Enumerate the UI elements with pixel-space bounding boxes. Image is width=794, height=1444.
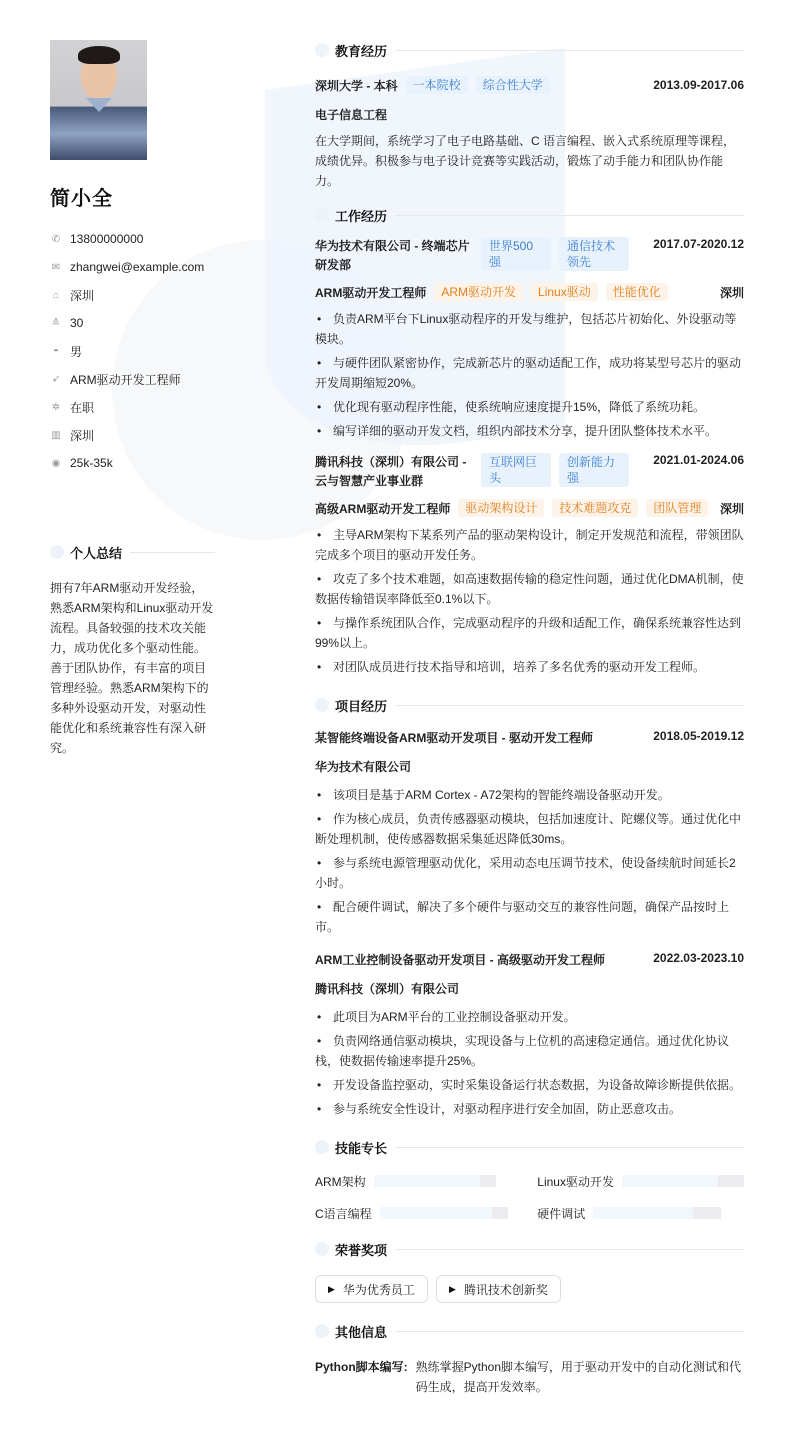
bullet-item: • 负责网络通信驱动模块，实现设备与上位机的高速稳定通信。通过优化协议栈，使数据传输速率提升25%。 (315, 1031, 744, 1071)
candidate-name: 简小全 (50, 188, 113, 210)
contact-info-row (50, 421, 220, 449)
bullet-item: • 开发设备监控驱动，实时采集设备运行状态数据，为设备故障诊断提供依据。 (315, 1075, 744, 1095)
company-tag: 通信技术领先 (559, 237, 629, 271)
summary-section (50, 542, 215, 758)
section-title: 技能专长 (335, 1140, 388, 1156)
skill-level-fill (593, 1207, 693, 1219)
skill-tag: 技术难题攻克 (552, 499, 638, 517)
award-label: 腾讯技术创新奖 (463, 1282, 548, 1297)
contact-info-value: 男 (70, 344, 83, 359)
work-date: 2017.07-2020.12 (653, 237, 744, 251)
contact-info-row (50, 337, 220, 365)
status-icon: ✲ (51, 401, 61, 413)
education-description: 在大学期间，系统学习了电子电路基础、C 语言编程、嵌入式系统原理等课程，成绩优异。积极参与电子设计竞赛等实践活动，锻炼了动手能力和团队协作能力。 (315, 134, 736, 188)
contact-info-row (50, 449, 220, 477)
project-company: 华为技术有限公司 (315, 760, 412, 774)
contact-info-value: 在职 (70, 400, 95, 415)
divider (395, 1147, 744, 1148)
education-date: 2013.09-2017.06 (653, 78, 744, 92)
section-dot-icon (315, 208, 329, 222)
section-dot-icon (315, 1324, 329, 1338)
skill-item (315, 1203, 509, 1223)
other-info-row (315, 1357, 744, 1397)
sidebar-profile (50, 40, 220, 755)
bullet-item: • 负责ARM平台下Linux驱动程序的开发与维护，包括芯片初始化、外设驱动等模块。 (315, 309, 744, 349)
contact-info-list (50, 225, 220, 477)
company-tag: 创新能力强 (559, 453, 629, 487)
contact-info-row (50, 225, 220, 253)
contact-info-value: 深圳 (70, 428, 95, 443)
bullet-item: • 主导ARM架构下某系列产品的驱动架构设计，制定开发规范和流程，带领团队完成多个项目的驱动开发任务。 (315, 525, 744, 565)
skill-level-fill (622, 1175, 718, 1187)
section-header (315, 1239, 744, 1259)
skill-level-bar (622, 1175, 744, 1187)
contact-info-row (50, 393, 220, 421)
main-content (315, 40, 744, 1409)
building-icon: ▥ (51, 429, 61, 441)
project-name: 某智能终端设备ARM驱动开发项目 - 驱动开发工程师 (315, 731, 593, 745)
skill-level-bar (380, 1207, 508, 1219)
skill-level-bar (374, 1175, 496, 1187)
project-bullets (315, 1007, 744, 1119)
skill-name: Linux驱动开发 (537, 1174, 614, 1189)
phone-icon: ✆ (51, 233, 61, 245)
divider (395, 215, 744, 216)
bullet-item: • 此项目为ARM平台的工业控制设备驱动开发。 (315, 1007, 744, 1027)
awards-section (315, 1239, 744, 1303)
work-entry (315, 237, 744, 441)
skill-name: C语言编程 (315, 1206, 372, 1221)
skill-name: ARM架构 (315, 1174, 366, 1189)
work-entry (315, 453, 744, 677)
section-title: 教育经历 (335, 43, 388, 59)
section-header (315, 695, 744, 715)
award-chip[interactable] (436, 1275, 561, 1303)
cake-icon: ≙ (51, 317, 61, 329)
skill-name: 硬件调试 (537, 1206, 586, 1221)
section-title: 项目经历 (335, 698, 388, 714)
company-tag: 互联网巨头 (481, 453, 551, 487)
bullet-item: • 该项目是基于ARM Cortex - A72架构的智能终端设备驱动开发。 (315, 785, 744, 805)
bullet-item: • 参与系统安全性设计，对驱动程序进行安全加固，防止恶意攻击。 (315, 1099, 744, 1119)
gender-icon: ◓ (52, 345, 60, 357)
project-company: 腾讯科技（深圳）有限公司 (315, 982, 460, 996)
section-header (50, 542, 215, 562)
contact-info-row (50, 281, 220, 309)
divider (130, 552, 215, 553)
bullet-item: • 与操作系统团队合作，完成驱动程序的升级和适配工作，确保系统兼容性达到99%以上。 (315, 613, 744, 653)
work-section (315, 205, 744, 677)
skill-item (537, 1171, 744, 1191)
skill-level-bar (593, 1207, 721, 1219)
divider (395, 1331, 744, 1332)
skill-tag: 性能优化 (606, 283, 668, 301)
divider (395, 1249, 744, 1250)
company-name: 腾讯科技（深圳）有限公司 - 云与智慧产业事业群 (315, 455, 467, 488)
job-role: 高级ARM驱动开发工程师 (315, 501, 451, 516)
bullet-item: • 参与系统电源管理驱动优化，采用动态电压调节技术，使设备续航时间延长2小时。 (315, 853, 744, 893)
school-name: 深圳大学 - 本科 (315, 78, 398, 93)
major: 电子信息工程 (315, 108, 388, 122)
section-header (315, 205, 744, 225)
section-dot-icon (315, 1140, 329, 1154)
bullet-item: • 作为核心成员，负责传感器驱动模块，包括加速度计、陀螺仪等。通过优化中断处理机制，使传感器数据采集延迟降低30ms。 (315, 809, 744, 849)
project-entry (315, 951, 744, 1119)
section-dot-icon (50, 545, 64, 559)
contact-info-value: zhangwei@example.com (70, 260, 205, 274)
work-bullets (315, 525, 744, 677)
work-city: 深圳 (719, 501, 744, 516)
contact-info-row (50, 365, 220, 393)
job-role: ARM驱动开发工程师 (315, 285, 427, 300)
project-date: 2022.03-2023.10 (653, 951, 744, 965)
work-city: 深圳 (719, 285, 744, 300)
skill-level-fill (380, 1207, 492, 1219)
skills-section (315, 1137, 744, 1223)
other-section (315, 1321, 744, 1397)
home-icon: ⌂ (52, 289, 60, 301)
contact-info-row (50, 309, 220, 337)
play-triangle-icon: ▶ (328, 1283, 335, 1294)
bullet-item: • 攻克了多个技术难题，如高速数据传输的稳定性问题，通过优化DMA机制，使数据传输错误率降低至0.1%以下。 (315, 569, 744, 609)
skill-tag: ARM驱动开发 (434, 283, 523, 301)
section-title: 荣誉奖项 (335, 1242, 388, 1258)
mail-icon: ✉ (51, 261, 61, 273)
project-date: 2018.05-2019.12 (653, 729, 744, 743)
play-triangle-icon: ▶ (448, 1283, 456, 1294)
contact-info-value: 25k-35k (70, 456, 113, 470)
contact-info-value: 13800000000 (70, 232, 144, 246)
projects-section (315, 695, 744, 1119)
work-bullets (315, 309, 744, 441)
divider (395, 705, 744, 706)
bullet-item: • 配合硬件调试，解决了多个硬件与驱动交互的兼容性问题，确保产品按时上市。 (315, 897, 744, 937)
send-icon: ➶ (51, 373, 61, 385)
salary-icon: ◉ (51, 457, 61, 469)
company-tag: 世界500强 (481, 237, 551, 271)
other-info-key: Python脚本编写: (315, 1360, 408, 1374)
section-title: 其他信息 (335, 1324, 388, 1340)
bullet-item: • 对团队成员进行技术指导和培训，培养了多名优秀的驱动开发工程师。 (315, 657, 744, 677)
section-header (315, 1321, 744, 1341)
education-section (315, 40, 744, 191)
skill-tag: 驱动架构设计 (458, 499, 544, 517)
section-title: 工作经历 (335, 208, 388, 224)
contact-info-value: 深圳 (70, 288, 95, 303)
section-dot-icon (315, 1242, 329, 1256)
award-label: 华为优秀员工 (342, 1282, 415, 1297)
school-tag: 综合性大学 (476, 76, 550, 94)
skill-item (315, 1171, 509, 1191)
project-name: ARM工业控制设备驱动开发项目 - 高级驱动开发工程师 (315, 953, 605, 967)
contact-info-value: ARM驱动开发工程师 (70, 372, 181, 387)
school-tag: 一本院校 (406, 76, 468, 94)
other-info-value: 熟练掌握Python脚本编写，用于驱动开发中的自动化测试和代码生成，提高开发效率。 (415, 1360, 742, 1394)
section-dot-icon (315, 698, 329, 712)
section-dot-icon (315, 43, 329, 57)
section-header (315, 1137, 744, 1157)
bullet-item: • 编写详细的驱动开发文档，组织内部技术分享，提升团队整体技术水平。 (315, 421, 744, 441)
company-name: 华为技术有限公司 - 终端芯片研发部 (315, 239, 470, 272)
skill-tag: Linux驱动 (531, 283, 598, 301)
award-chip[interactable] (315, 1275, 428, 1303)
skill-level-fill (374, 1175, 480, 1187)
contact-info-row (50, 253, 220, 281)
bullet-item: • 与硬件团队紧密协作，完成新芯片的驱动适配工作，成功将某型号芯片的驱动开发周期缩短20%。 (315, 353, 744, 393)
project-entry (315, 729, 744, 937)
skill-item (537, 1203, 744, 1223)
work-date: 2021.01-2024.06 (653, 453, 744, 467)
divider (395, 50, 744, 51)
bullet-item: • 优化现有驱动程序性能，使系统响应速度提升15%，降低了系统功耗。 (315, 397, 744, 417)
summary-text: 拥有7年ARM驱动开发经验，熟悉ARM架构和Linux驱动开发流程。具备较强的技术攻关能力，成功优化多个驱动性能。善于团队协作，有丰富的项目管理经验。熟悉ARM架构下的多种外设驱动开发，对驱动性能优化和系统兼容性有深入研究。 (50, 581, 214, 755)
section-header (315, 40, 744, 60)
avatar-photo (50, 40, 147, 160)
section-title: 个人总结 (70, 545, 123, 561)
project-bullets (315, 785, 744, 937)
skill-tag: 团队管理 (646, 499, 708, 517)
contact-info-value: 30 (70, 316, 84, 330)
